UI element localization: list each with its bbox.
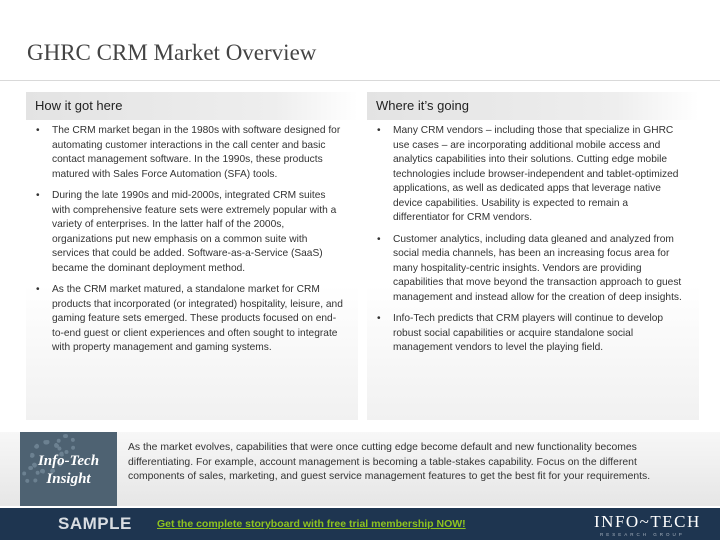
how-it-got-here-panel	[26, 92, 358, 420]
bullet-text: Info-Tech predicts that CRM players will continue to develop robust social capabilities or acquire standalone social management vendors to level the playing field.	[393, 313, 664, 353]
panel-header: Where it’s going	[367, 92, 699, 120]
page-title: GHRC CRM Market Overview	[27, 40, 317, 65]
logo-tagline: RESEARCH GROUP	[600, 532, 685, 537]
bullet-glyph: •	[36, 125, 40, 136]
bullet-text: During the late 1990s and mid-2000s, integrated CRM suites with comprehensive feature sets were extremely popular with a variety of enterprises. In the latter half of the 2000s, organizations put new emphasis on a common suite with services that could be added. Software-as-a-Service (SaaS) became the dominant deployment method.	[52, 190, 337, 274]
insight-text: As the market evolves, capabilities that were once cutting edge become default and new functionality becomes differentiating. For example, account management is becoming a table-stakes capability. Focus on the different components of sales, marketing, and guest service management features to get the best fit for your requirements.	[128, 442, 651, 483]
bullet-glyph: •	[377, 313, 381, 324]
bullet-item	[32, 189, 346, 276]
where-its-going-panel	[367, 92, 699, 420]
panel-body	[367, 120, 699, 420]
footer-bar	[0, 508, 720, 540]
bullet-item	[373, 124, 687, 226]
info-tech-logo: INFO~TECH	[594, 512, 701, 531]
bullet-item	[32, 283, 346, 356]
bullet-text: Customer analytics, including data gleaned and analyzed from social media channels, has been an increasing focus area for many hospitality-centric insights. Vendors are providing capabilities that move beyond the transaction approach to guest management and instead allow for the creation of deep insights.	[393, 233, 682, 303]
bullet-glyph: •	[36, 190, 40, 201]
panel-body	[26, 120, 358, 420]
bullet-text: As the CRM market matured, a standalone market for CRM products that incorporated (or integrated) hospitality, leisure, and gaming feature sets emerged. These products focused on end-to-end guest or client experiences and often sought to integrate with property management and gaming systems.	[52, 284, 343, 353]
bullet-text: The CRM market began in the 1980s with software designed for automating customer interactions in the call center and basic contact management software. In the 1990s, these products matured with Sales Force Automation (SFA) tools.	[52, 125, 341, 180]
insight-label-line: Info-Tech	[37, 453, 100, 469]
gear-icon	[56, 434, 76, 454]
bullet-item	[373, 312, 687, 356]
panel-header: How it got here	[26, 92, 358, 120]
sample-label: SAMPLE	[58, 514, 132, 533]
trial-membership-link[interactable]: Get the complete storyboard with free trial membership NOW!	[157, 518, 466, 530]
bullet-glyph: •	[377, 233, 381, 245]
title-divider	[0, 80, 720, 81]
insight-label	[20, 452, 117, 488]
insight-badge	[20, 432, 117, 506]
bullet-text: Many CRM vendors – including those that specialize in GHRC use cases – are incorporating additional mobile access and analytics capabilities into their solutions. Cutting edge mobile technologies include browser-independent and tablet-optimized applications, as well as dedicated apps that leverage native device capabilities. Usability is expected to remain a differentiator for CRM vendors.	[393, 125, 679, 223]
bullet-item	[373, 233, 687, 306]
bullet-glyph: •	[36, 284, 40, 295]
insight-label-line: Insight	[46, 471, 91, 487]
bullet-glyph: •	[377, 125, 381, 136]
bullet-item	[32, 124, 346, 182]
